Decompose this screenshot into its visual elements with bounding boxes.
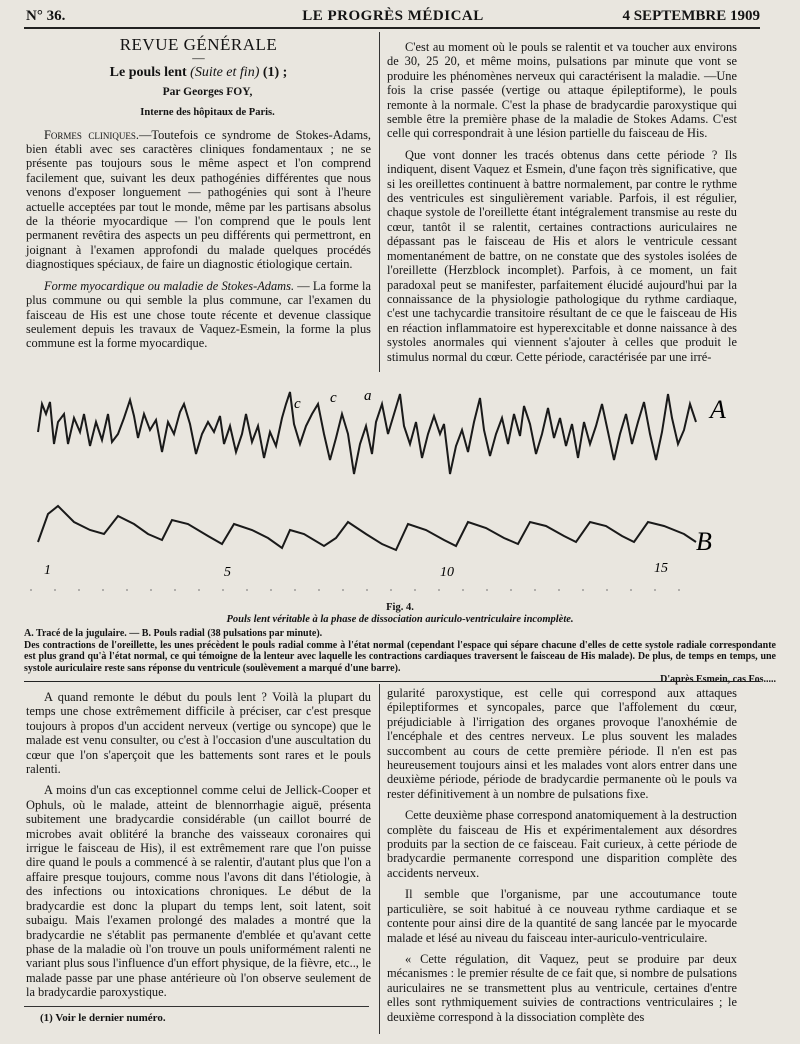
paragraph: gularité paroxystique, est celle qui correspond aux attaques épileptiformes et syncopales, parce que l'affolement du cœur, préjudiciable à l'irrigation des organes provoque l'anoxhémie de l'encéphale et des centres nerveux. Le plus souvent les malades succombent au cours de cette première période. Il n'en est pas heureusement toujours ainsi et les malades vont alors entrer dans une deuxième période, période de bradycardie permanente où le pouls va rester définitivement à un nombre de pulsations fixe. — [387, 686, 737, 801]
annotation-c: c — [294, 396, 301, 412]
paragraph-forme-myocardique — [26, 279, 371, 351]
section-title: REVUE GÉNÉRALE — [119, 35, 278, 54]
time-mark-1: 1 — [44, 563, 51, 578]
annotation-a: a — [364, 388, 372, 404]
header-rule — [24, 27, 760, 29]
figure-credit: D'après Esmein, cas Fos..... — [660, 674, 776, 685]
paragraph-body: —Toutefois ce syndrome de Stokes-Adams, bien établi avec ses caractères cliniques fondamentaux ; ne se présente pas toujours sous le même aspect et l'on comprend facilement que, suivant les deux pathogénies différentes que nous venons d'exposer longuement — pathogénies qui sont à l'heure actuelle acceptées par tout le monde, même par les partisans absolus de la théorie myocardique — l'on comprend que le pouls lent permanent revêtira des aspects un peu différents qui permettront, en joignant à l'examen approfondi du malade quelques procédés diagnostiques spéciaux, de faire un diagnostic étiologique certain. — [26, 127, 372, 272]
paragraph-heading: Formes cliniques. — [44, 127, 140, 142]
footnote-rule — [24, 1006, 369, 1007]
legend-line: Des contractions de l'oreillette, les unes précèdent le pouls radial comme à l'état normal (cependant l'espace qui sépare chacune d'elles de cette systole radiale correspondante est plus grand qu'à l'état normal, ce qui témoigne de la lenteur avec laquelle les contractions cardiaques traversent le faisceau de His malade). De plus, de temps en temps, une systole auriculaire reste sans réponse du ventricule (soulèvement a marqué d'une barre). — [24, 639, 776, 674]
article-title-sub: (Suite et fin) — [190, 65, 260, 81]
article-title — [26, 66, 371, 80]
figure-rule — [24, 681, 760, 682]
time-mark-10: 10 — [440, 565, 454, 580]
paragraph-formes-cliniques — [26, 128, 371, 272]
section-dash: — — [192, 51, 205, 66]
legend-line: A. Tracé de la jugulaire. — B. Pouls radial (38 pulsations par minute). — [24, 628, 323, 639]
right-column-bottom — [387, 686, 737, 1031]
paragraph-body: — La forme la plus commune ou qui semble la plus commune, car l'examen du faisceau de His est une chose toute récente et devenue classique seulement depuis les travaux de Vaquez-Esmein, la forme la plus commune est la forme myocardique. — [26, 278, 371, 351]
article-title-note: (1) ; — [262, 65, 288, 81]
issue-date: 4 SEPTEMBRE 1909 — [622, 8, 760, 24]
left-column-top — [26, 36, 371, 358]
radial-pulse-trace-b — [38, 506, 696, 550]
article-title-main: Le pouls lent — [109, 65, 187, 81]
tracing-svg — [24, 374, 776, 610]
figure-legend — [24, 628, 776, 686]
footnote: (1) Voir le dernier numéro. — [40, 1012, 166, 1024]
paragraph: Que vont donner les tracés obtenus dans cette période ? Ils indiquent, disent Vaquez et Esmein, d'une façon très significative, que si les oreillettes continuent à battre normalement, par contre le rythme des ventricules est singulièrement variable. Parfois, il est régulier, chaque systole de l'oreillette étant intégralement transmise au reste du cœur, tantôt il se ralentit, certaines contractions auriculaires ne dépassant pas le faisceau de His et alors le ventricule cessant momentanément de battre, on ne constate que des systoles isolées de l'oreillette (Herzblock incomplet). Parfois, à ce moment, un fait paradoxal peut se manifester, parfaitement élucidé aujourd'hui par la connaissance de la physiologie pathologique du rythme cardiaque, c'est une tachycardie transitoire résultant de ce que le faisceau de His en réaction inflammatoire est hyperexcitable et donne naissance à des systoles anormales qui viennent s'ajouter à celles que produit le stimulus normal du cœur. Cette période, caractérisée par une irré- — [387, 147, 737, 364]
journal-title: LE PROGRÈS MÉDICAL — [302, 8, 484, 24]
paragraph: A quand remonte le début du pouls lent ? Voilà la plupart du temps une chose extrêmement difficile à préciser, car c'est presque toujours à propos d'un accident nerveux (vertige ou syncope) que le malade est venu consulter, ou c'est à l'occasion d'une auscultation du cœur que l'on s'aperçoit que les battements sont rares et le pouls ralenti. — [26, 690, 371, 777]
time-mark-15: 15 — [654, 561, 668, 576]
trace-b-label: B — [696, 527, 712, 556]
trace-a-label: A — [710, 395, 726, 424]
figure-title: Pouls lent véritable à la phase de dissociation auriculo-ventriculaire incomplète. — [226, 614, 574, 625]
paragraph: A moins d'un cas exceptionnel comme celui de Jellick-Cooper et Ophuls, où le malade, atteint de blennorrhagie aiguë, présenta subitement une bradycardie considérable (un caillot bourré de microbes avait oblitéré la branche des vaisseaux coronaires qui irrigue le faisceau de His), il est extrêmement rare que l'on puisse dire quand le pouls a commencé à se ralentir, d'autant plus que l'on a affaire presque toujours, comme nous l'avons dit dans l'étiologie, à des infections ou intoxications chroniques. Le début de la bradycardie est donc la plupart du temps lent, soit latent, soit subaigu. Mais l'examen prolongé des malades a montré que la bradycardie ne s'établit pas permanente d'emblée et qu'avant cette phase de la maladie où l'on trouve un pouls uniformément ralenti ne variant plus sous l'influence d'un effort physique, de la fièvre, etc.., le malade passe par une phase antérieure où l'on observe seulement de la bradycardie paroxystique. — [26, 783, 371, 1000]
affiliation: Interne des hôpitaux de Paris. — [140, 107, 275, 119]
byline: Par Georges FOY, — [162, 85, 253, 98]
page-header — [26, 6, 760, 26]
pulse-tracing-figure — [24, 374, 776, 610]
column-divider — [379, 32, 380, 372]
paragraph: Il semble que l'organisme, par une accoutumance toute particulière, se soit habitué à ce nouveau rythme cardiaque et se contente pour ainsi dire de la quantité de sang lancée par le myocarde malade et lésé au niveau du faisceau inter-auriculo-ventriculaire. — [387, 887, 737, 945]
paragraph: Cette deuxième phase correspond anatomiquement à la destruction complète du faisceau de His et expérimentalement aux désordres produits par la section de ce faisceau. Fait curieux, à cette période de bradycardie permanente correspond une disparition complète des accidents nerveux. — [387, 808, 737, 880]
paragraph-heading: Forme myocardique ou maladie de Stokes-Adams. — [44, 278, 295, 293]
time-mark-5: 5 — [224, 565, 231, 580]
figure-label: Fig. 4. — [386, 602, 414, 613]
left-column-bottom — [26, 690, 371, 1007]
column-divider — [379, 684, 380, 1034]
paragraph: « Cette régulation, dit Vaquez, peut se produire par deux mécanismes : le premier résulte de ce fait que, si nombre de pulsations auriculaires ne se transmettent plus au ventricule, certaines d'entre elles sont rythmiquement suivies de contractions ventriculaires ; le deuxième correspond à la dissociation complète des — [387, 951, 737, 1024]
issue-number: N° 36. — [26, 8, 66, 24]
right-column-top — [387, 40, 737, 371]
jugular-trace-a — [38, 392, 696, 474]
annotation-c: c — [330, 390, 337, 406]
paragraph: C'est au moment où le pouls se ralentit et va toucher aux environs de 30, 25 20, et même moins, pulsations par minute que vont se produire les phénomènes nerveux qui caractérisent la maladie. —Une fois la crise passée (vertige ou attaque épileptiforme), le pouls remonte à la normale. C'est la phase de bradycardie paroxystique qui semble être la première phase de la maladie de Stokes Adams. C'est celle qui correspondrait à une lésion partielle du faisceau de His. — [387, 40, 737, 141]
